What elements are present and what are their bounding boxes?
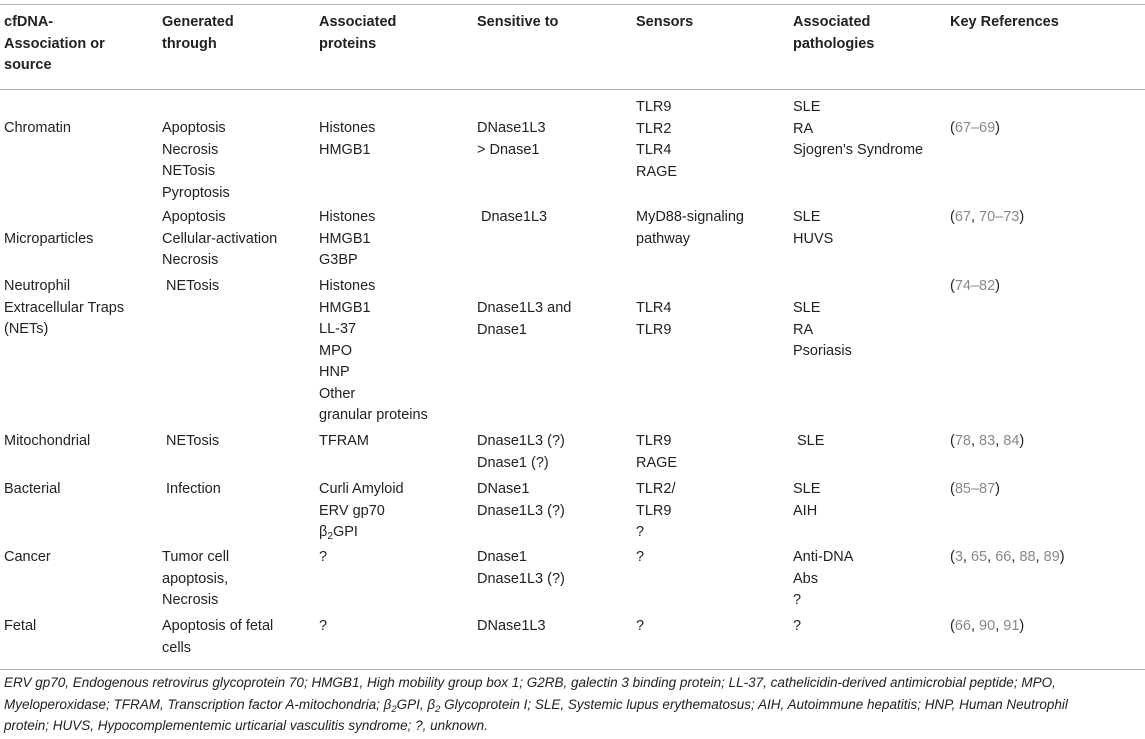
cell-associated-pathologies: RA	[793, 321, 814, 338]
cell-associated-proteins: Histones	[319, 278, 376, 294]
cell-source: Bacterial	[4, 481, 61, 497]
ref-separator: ,	[1035, 549, 1044, 565]
cell-sensitive-to: Dnase1L3	[481, 209, 548, 225]
cell-generated-through: Apoptosis	[162, 120, 226, 136]
cell-sensitive-to: > Dnase1	[477, 141, 540, 158]
cell-associated-pathologies: SLE	[793, 99, 821, 115]
cell-associated-proteins: HMGB1	[319, 299, 371, 316]
cell-generated-through: Apoptosis of fetal	[162, 618, 274, 634]
key-reference-cell	[950, 118, 1000, 140]
reference-link[interactable]: 66	[995, 549, 1012, 565]
cell-generated-through: apoptosis,	[162, 570, 229, 587]
cell-associated-pathologies: HUVS	[793, 230, 834, 247]
cell-associated-pathologies: AIH	[793, 502, 818, 519]
paren-open: (	[950, 618, 955, 634]
reference-link[interactable]: 74–82	[954, 278, 996, 294]
cell-sensors: TLR9	[636, 99, 672, 115]
ref-separator: ,	[970, 433, 980, 449]
cell-generated-through: Pyroptosis	[162, 184, 230, 201]
reference-link[interactable]: 78	[954, 433, 971, 449]
cell-sensitive-to: DNase1	[477, 481, 530, 497]
cell-generated-through: NETosis	[166, 278, 220, 294]
cell-associated-pathologies: ?	[793, 592, 802, 608]
ref-separator: ,	[970, 209, 980, 225]
paren-open: (	[950, 549, 955, 565]
reference-link[interactable]: 67	[954, 209, 971, 225]
cell-source: Chromatin	[4, 120, 71, 136]
cell-sensors: ?	[636, 524, 645, 540]
reference-link[interactable]: 3	[954, 549, 963, 565]
cell-generated-through: Necrosis	[162, 141, 219, 158]
cell-source: Cancer	[4, 549, 51, 565]
cell-generated-through: Tumor cell	[162, 549, 230, 565]
cell-sensors: ?	[636, 618, 645, 634]
reference-link[interactable]: 65	[970, 549, 988, 565]
header-key-references: Key References	[950, 14, 1059, 30]
cell-sensors: TLR4	[636, 142, 672, 158]
reference-link[interactable]: 85–87	[954, 481, 996, 497]
cell-generated-through: Necrosis	[162, 592, 219, 608]
cell-source: (NETs)	[4, 321, 49, 337]
cell-associated-pathologies: SLE	[793, 209, 821, 225]
cell-source: Mitochondrial	[4, 433, 91, 449]
cell-sensitive-to: Dnase1L3 (?)	[477, 570, 565, 587]
key-reference-cell	[950, 547, 1065, 569]
reference-link[interactable]: 70–73	[979, 209, 1020, 225]
cell-associated-pathologies: RA	[793, 120, 814, 137]
cell-associated-pathologies: Abs	[793, 570, 818, 587]
cell-associated-proteins: ?	[319, 549, 328, 565]
cell-sensitive-to: DNase1L3	[477, 618, 546, 634]
cell-sensors: pathway	[636, 230, 691, 247]
reference-link[interactable]: 67–69	[954, 120, 996, 136]
cell-source: Microparticles	[4, 231, 94, 247]
cell-associated-proteins: ?	[319, 618, 328, 634]
cell-sensors: TLR9	[636, 502, 672, 519]
ref-separator: ,	[995, 618, 1004, 634]
cell-associated-proteins: ERV gp70	[319, 502, 385, 519]
paren-open: (	[950, 120, 955, 136]
cell-associated-proteins: $\beta_2GPI$	[319, 524, 358, 542]
ref-separator: ,	[1011, 549, 1020, 565]
table-footnote	[4, 672, 1142, 737]
header-source: cfDNA-	[4, 14, 54, 30]
ref-separator: ,	[995, 433, 1004, 449]
paren-close: )	[995, 278, 1001, 294]
reference-link[interactable]: 90	[979, 618, 996, 634]
header-source: Association or	[4, 35, 105, 52]
footnote-line: Myeloperoxidase; TFRAM, Transcription factor A-mitochondria; $\beta_2GPI$, $\beta_2$ Glycoprotein I; SLE, Systemic lupus erythematosus; AIH, Autoimmune hepatitis; HNP, Human Neutrophil	[4, 696, 1068, 715]
key-reference-cell	[950, 207, 1024, 229]
cell-source: Neutrophil	[4, 278, 71, 294]
paren-close: )	[1019, 433, 1025, 449]
cell-sensitive-to: Dnase1L3 and	[477, 300, 572, 316]
paren-close: )	[1059, 549, 1065, 565]
cell-generated-through: Cellular-activation	[162, 230, 278, 247]
reference-link[interactable]: 66	[954, 618, 971, 634]
ref-separator: ,	[987, 549, 996, 565]
cell-generated-through: Apoptosis	[162, 209, 226, 225]
cell-sensitive-to: Dnase1L3 (?)	[477, 502, 565, 519]
cell-associated-proteins: Histones	[319, 120, 376, 136]
cell-associated-proteins: MPO	[319, 342, 353, 359]
cell-associated-proteins: LL-37	[319, 321, 357, 337]
paren-open: (	[950, 433, 955, 449]
reference-link[interactable]: 83	[979, 433, 996, 449]
reference-link[interactable]: 89	[1043, 549, 1060, 565]
cell-associated-proteins: TFRAM	[319, 433, 369, 449]
cell-associated-proteins: Histones	[319, 209, 376, 225]
cell-associated-proteins: HMGB1	[319, 230, 371, 247]
header-associated-pathologies: Associated	[793, 14, 871, 30]
cell-sensors: TLR2	[636, 120, 672, 137]
cell-associated-proteins: Curli Amyloid	[319, 481, 404, 497]
cell-sensors: TLR9	[636, 321, 672, 338]
cell-generated-through: cells	[162, 639, 192, 656]
cell-associated-proteins: Other	[319, 385, 356, 402]
cell-sensitive-to: Dnase1	[477, 321, 527, 338]
cell-sensors: ?	[636, 549, 645, 565]
cell-sensitive-to: DNase1L3	[477, 120, 546, 136]
key-reference-cell	[950, 276, 1000, 298]
cell-sensors: TLR2/	[636, 481, 676, 497]
header-sensitive-to: Sensitive to	[477, 14, 559, 30]
cell-associated-pathologies: Psoriasis	[793, 343, 852, 359]
cell-associated-proteins: HMGB1	[319, 141, 371, 158]
paren-close: )	[995, 120, 1001, 136]
footnote-line: ERV gp70, Endogenous retrovirus glycoprotein 70; HMGB1, High mobility group box 1; G2RB, galectin 3 binding protein; LL-37, cathelicidin-derived antimicrobial peptide; MPO,	[4, 675, 1056, 690]
paren-close: )	[1019, 209, 1025, 225]
paren-open: (	[950, 209, 955, 225]
header-associated-proteins: proteins	[319, 35, 377, 52]
header-sensors: Sensors	[636, 14, 694, 30]
cell-associated-proteins: HNP	[319, 364, 350, 380]
header-generated-through: Generated	[162, 14, 234, 30]
cell-associated-proteins: G3BP	[319, 252, 358, 268]
cell-sensitive-to: Dnase1 (?)	[477, 454, 549, 471]
cell-sensors: MyD88-signaling	[636, 209, 744, 225]
paren-close: )	[995, 481, 1001, 497]
header-source: source	[4, 57, 52, 73]
header-associated-pathologies: pathologies	[793, 35, 875, 52]
cell-sensors: RAGE	[636, 163, 678, 180]
cell-associated-proteins: granular proteins	[319, 407, 428, 423]
cell-associated-pathologies: SLE	[793, 300, 821, 316]
header-associated-proteins: Associated	[319, 14, 397, 30]
footnote-line: protein; HUVS, Hypocomplementemic urticarial vasculitis syndrome; ?, unknown.	[4, 718, 488, 733]
cell-associated-pathologies: SLE	[793, 481, 821, 497]
cell-sensors: TLR4	[636, 300, 672, 316]
cell-source: Extracellular Traps	[4, 299, 125, 316]
cell-associated-pathologies: Anti-DNA	[793, 549, 854, 565]
table-top-rule	[0, 4, 1145, 5]
cell-associated-pathologies: Sjogren's Syndrome	[793, 142, 924, 158]
reference-link[interactable]: 88	[1019, 549, 1036, 565]
cell-sensors: RAGE	[636, 454, 678, 471]
cell-generated-through: Necrosis	[162, 252, 219, 268]
cell-generated-through: NETosis	[166, 433, 220, 449]
paren-open: (	[950, 481, 955, 497]
reference-link[interactable]: 91	[1003, 618, 1020, 634]
cell-sensitive-to: Dnase1L3 (?)	[477, 433, 565, 449]
cell-sensitive-to: Dnase1	[477, 549, 527, 565]
cell-associated-pathologies: ?	[793, 618, 802, 634]
cell-associated-pathologies: SLE	[797, 433, 825, 449]
cell-generated-through: Infection	[166, 481, 221, 497]
ref-separator: ,	[962, 549, 971, 565]
key-reference-cell	[950, 616, 1024, 638]
cell-source: Fetal	[4, 618, 37, 634]
header-rule	[0, 89, 1145, 90]
key-reference-cell	[950, 431, 1024, 453]
table-bottom-rule	[0, 669, 1145, 670]
key-reference-cell	[950, 479, 1000, 501]
paren-close: )	[1019, 618, 1025, 634]
cell-sensors: TLR9	[636, 433, 672, 449]
header-generated-through: through	[162, 35, 217, 52]
ref-separator: ,	[970, 618, 980, 634]
reference-link[interactable]: 84	[1003, 433, 1020, 449]
cell-generated-through: NETosis	[162, 163, 216, 179]
paren-open: (	[950, 278, 955, 294]
